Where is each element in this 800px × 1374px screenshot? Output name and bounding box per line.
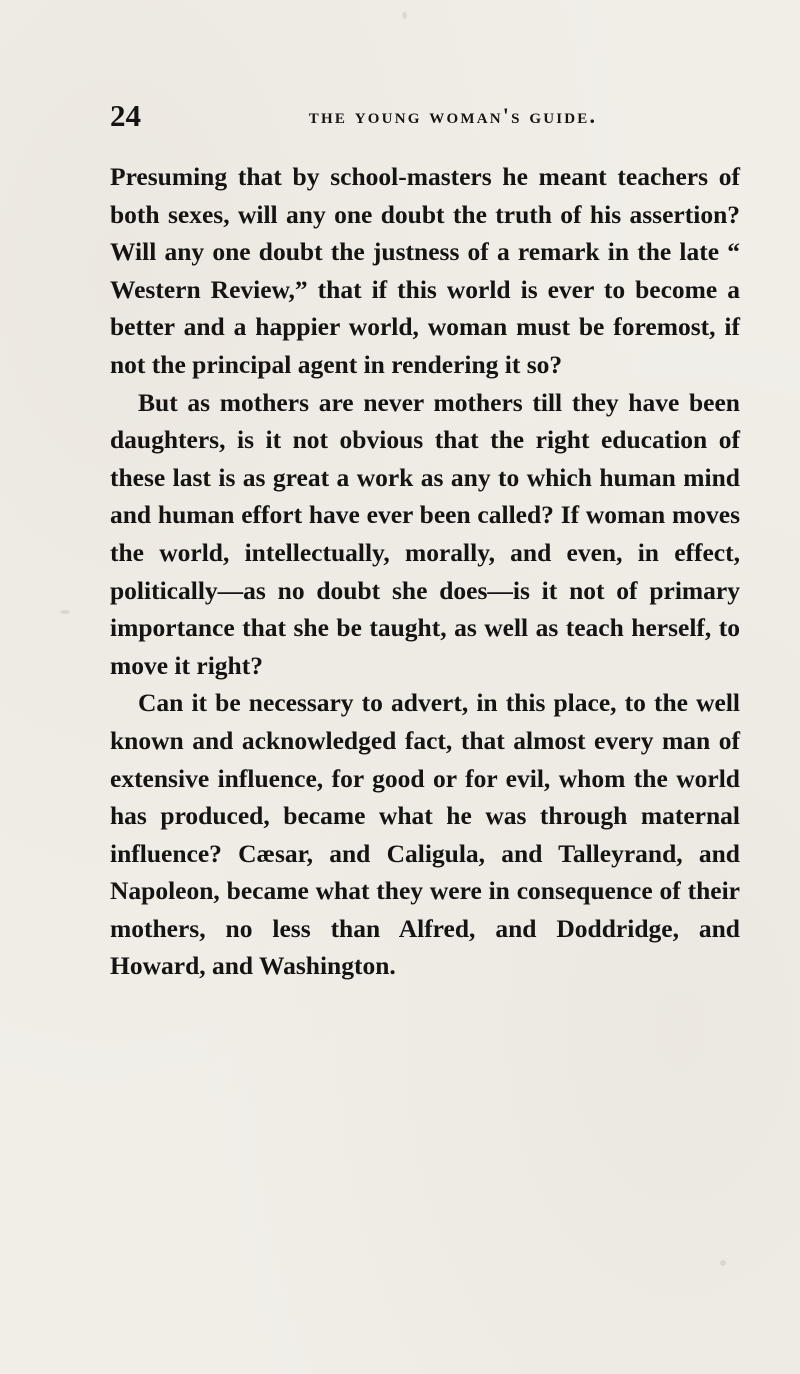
page-header <box>110 96 740 136</box>
running-title: the young woman's guide. <box>308 103 598 128</box>
body-text <box>110 158 740 985</box>
paragraph-1: Presuming that by school-masters he meant teachers of both sexes, will any one doubt the truth of his assertion? Will any one doubt the justness of a remark in the late “ Western Review,” that if this world is ever to become a better and a happier world, woman must be foremost, if not the principal agent in rendering it so? <box>110 162 740 379</box>
paper-speck <box>720 1260 726 1266</box>
paper-speck <box>402 12 407 19</box>
page-number: 24 <box>110 98 141 133</box>
paragraph-3: Can it be necessary to advert, in this place, to the well known and acknowledged fact, that almost every man of extensive influence, for good or for evil, whom the world has produced, became what he was through maternal influence? Cæsar, and Caligula, and Talleyrand, and Napoleon, became what they were in consequence of their mothers, no less than Alfred, and Doddridge, and Howard, and Washington. <box>110 688 740 981</box>
paper-speck <box>60 610 70 614</box>
paragraph-2: But as mothers are never mothers till they have been daughters, is it not obvious that the right education of these last is as great a work as any to which human mind and human effort have ever been called? If woman moves the world, intellectually, morally, and even, in effect, politically—as no doubt she does—is it not of primary importance that she be taught, as well as teach herself, to move it right? <box>110 387 740 680</box>
